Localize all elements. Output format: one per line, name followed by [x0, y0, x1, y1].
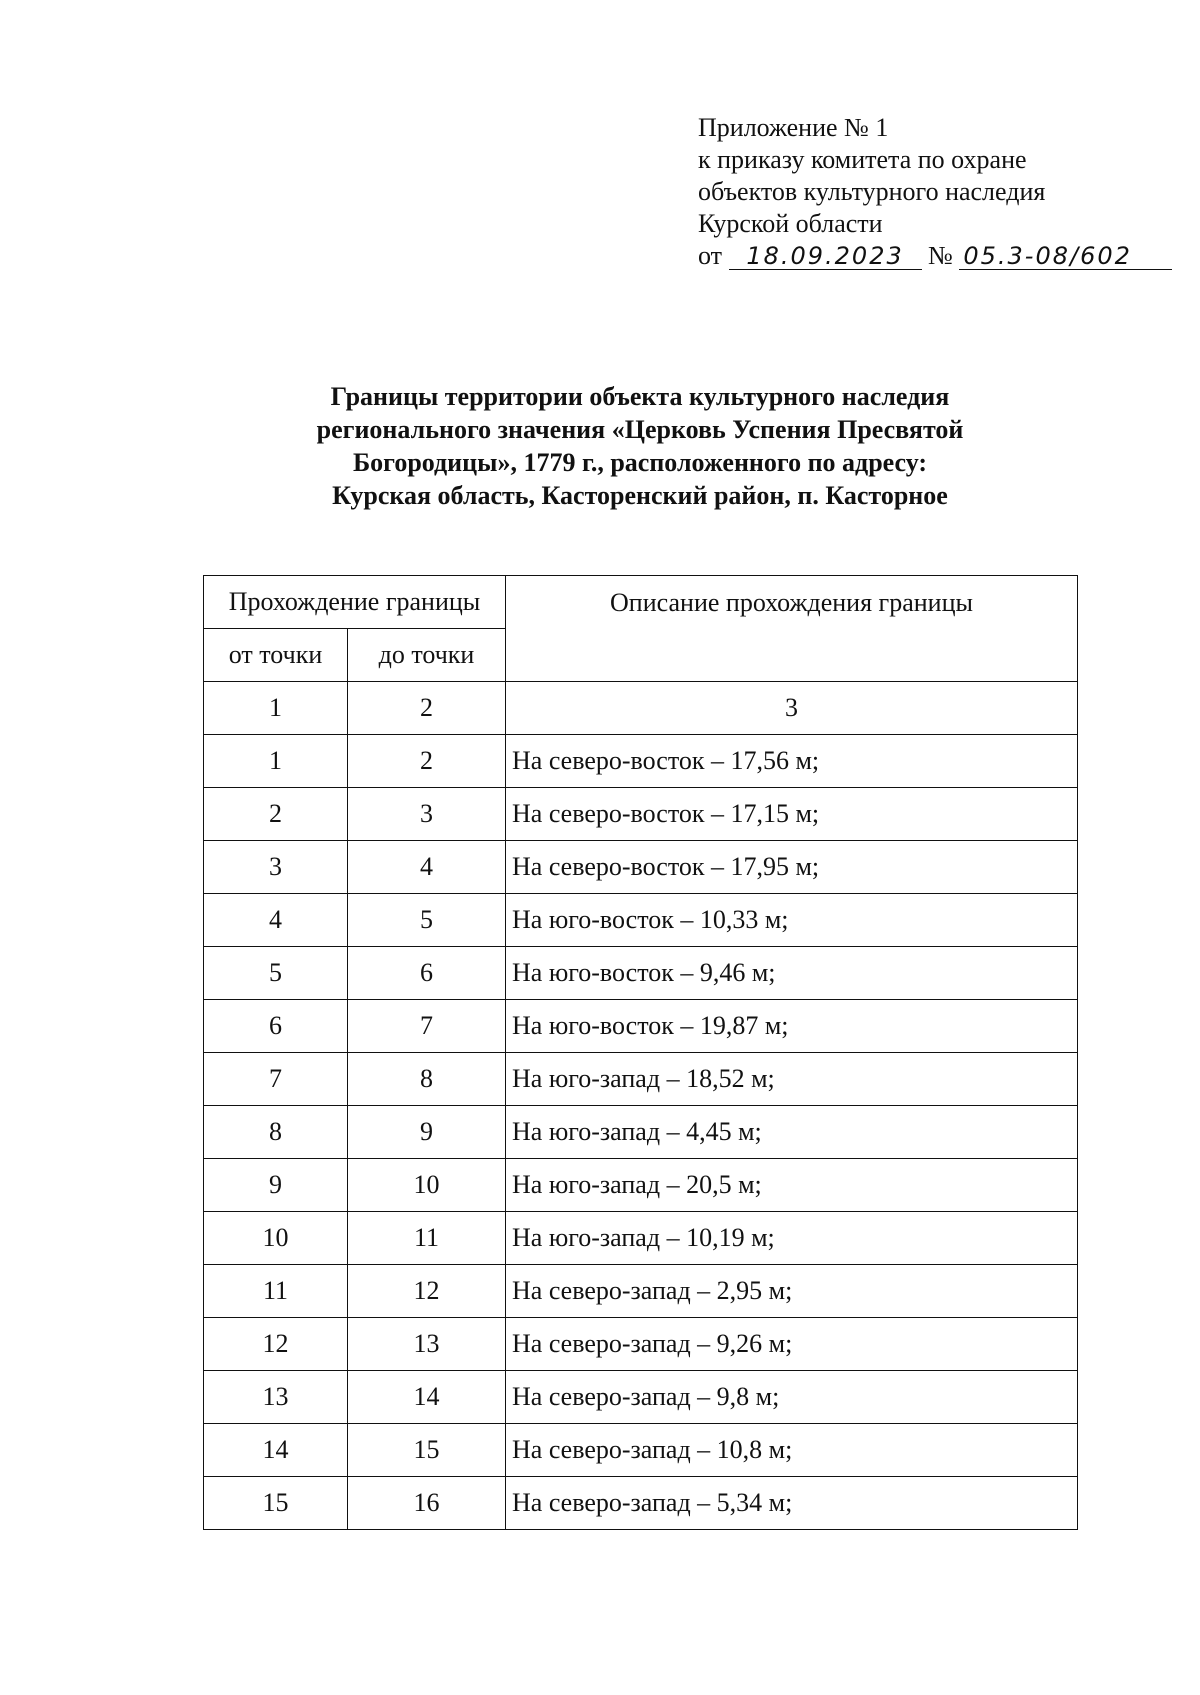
- cell-description: На юго-восток – 10,33 м;: [506, 894, 1078, 947]
- cell-from-point: 4: [204, 894, 348, 947]
- table-row: [204, 1159, 1078, 1212]
- table-row: [204, 1371, 1078, 1424]
- header-from-point: от точки: [204, 629, 348, 682]
- cell-description: На юго-запад – 4,45 м;: [506, 1106, 1078, 1159]
- handwritten-order-number: 05.3-08/602: [959, 243, 1172, 270]
- cell-from-point: 7: [204, 1053, 348, 1106]
- header-description: Описание прохождения границы: [506, 576, 1078, 682]
- table-row: [204, 1106, 1078, 1159]
- cell-from-point: 8: [204, 1106, 348, 1159]
- cell-from-point: 6: [204, 1000, 348, 1053]
- cell-from-point: 1: [204, 735, 348, 788]
- table-row: [204, 1265, 1078, 1318]
- cell-from-point: 15: [204, 1477, 348, 1530]
- cell-from-point: 13: [204, 1371, 348, 1424]
- number-prefix: №: [928, 241, 953, 270]
- document-title: [200, 380, 1080, 512]
- cell-to-point: 8: [348, 1053, 506, 1106]
- column-number-1: 1: [204, 682, 348, 735]
- cell-to-point: 3: [348, 788, 506, 841]
- cell-to-point: 10: [348, 1159, 506, 1212]
- cell-description: На юго-восток – 9,46 м;: [506, 947, 1078, 1000]
- table-row: [204, 1000, 1078, 1053]
- appendix-line-4: Курской области: [698, 209, 883, 238]
- table-row: [204, 788, 1078, 841]
- cell-to-point: 4: [348, 841, 506, 894]
- header-to-point: до точки: [348, 629, 506, 682]
- cell-to-point: 15: [348, 1424, 506, 1477]
- cell-description: На северо-восток – 17,56 м;: [506, 735, 1078, 788]
- table-row: [204, 947, 1078, 1000]
- table-row: [204, 735, 1078, 788]
- cell-from-point: 11: [204, 1265, 348, 1318]
- cell-to-point: 2: [348, 735, 506, 788]
- table-row: [204, 1212, 1078, 1265]
- column-number-3: 3: [506, 682, 1078, 735]
- cell-description: На юго-запад – 10,19 м;: [506, 1212, 1078, 1265]
- table-row: [204, 894, 1078, 947]
- table-row: [204, 841, 1078, 894]
- table-row: [204, 1318, 1078, 1371]
- appendix-line-3: объектов культурного наследия: [698, 177, 1046, 206]
- cell-to-point: 11: [348, 1212, 506, 1265]
- appendix-line-1: Приложение № 1: [698, 113, 889, 142]
- cell-to-point: 7: [348, 1000, 506, 1053]
- appendix-date-line: [698, 240, 1178, 272]
- cell-description: На юго-запад – 20,5 м;: [506, 1159, 1078, 1212]
- title-line-3: Богородицы», 1779 г., расположенного по адресу:: [352, 448, 928, 477]
- cell-to-point: 5: [348, 894, 506, 947]
- handwritten-date: 18.09.2023: [729, 243, 922, 270]
- cell-description: На северо-запад – 10,8 м;: [506, 1424, 1078, 1477]
- cell-description: На северо-запад – 9,26 м;: [506, 1318, 1078, 1371]
- cell-to-point: 13: [348, 1318, 506, 1371]
- cell-from-point: 14: [204, 1424, 348, 1477]
- cell-to-point: 14: [348, 1371, 506, 1424]
- table-row: [204, 1053, 1078, 1106]
- header-boundary-passage: Прохождение границы: [204, 576, 506, 629]
- cell-to-point: 12: [348, 1265, 506, 1318]
- cell-description: На северо-восток – 17,15 м;: [506, 788, 1078, 841]
- cell-description: На северо-запад – 2,95 м;: [506, 1265, 1078, 1318]
- cell-description: На северо-восток – 17,95 м;: [506, 841, 1078, 894]
- appendix-header: [698, 112, 1178, 272]
- date-prefix: от: [698, 241, 723, 270]
- cell-description: На юго-восток – 19,87 м;: [506, 1000, 1078, 1053]
- cell-from-point: 10: [204, 1212, 348, 1265]
- cell-to-point: 9: [348, 1106, 506, 1159]
- appendix-line-2: к приказу комитета по охране: [698, 145, 1027, 174]
- cell-to-point: 16: [348, 1477, 506, 1530]
- cell-from-point: 12: [204, 1318, 348, 1371]
- cell-from-point: 3: [204, 841, 348, 894]
- table-row: [204, 1477, 1078, 1530]
- cell-description: На северо-запад – 5,34 м;: [506, 1477, 1078, 1530]
- cell-from-point: 2: [204, 788, 348, 841]
- cell-description: На северо-запад – 9,8 м;: [506, 1371, 1078, 1424]
- cell-description: На юго-запад – 18,52 м;: [506, 1053, 1078, 1106]
- boundary-table: [203, 575, 1078, 1530]
- title-line-1: Границы территории объекта культурного наследия: [330, 382, 950, 411]
- column-number-2: 2: [348, 682, 506, 735]
- table-body: [204, 735, 1078, 1530]
- cell-from-point: 5: [204, 947, 348, 1000]
- table-row: [204, 1424, 1078, 1477]
- title-line-2: регионального значения «Церковь Успения Пресвятой: [316, 415, 964, 444]
- cell-from-point: 9: [204, 1159, 348, 1212]
- title-line-4: Курская область, Касторенский район, п. Касторное: [332, 481, 948, 510]
- cell-to-point: 6: [348, 947, 506, 1000]
